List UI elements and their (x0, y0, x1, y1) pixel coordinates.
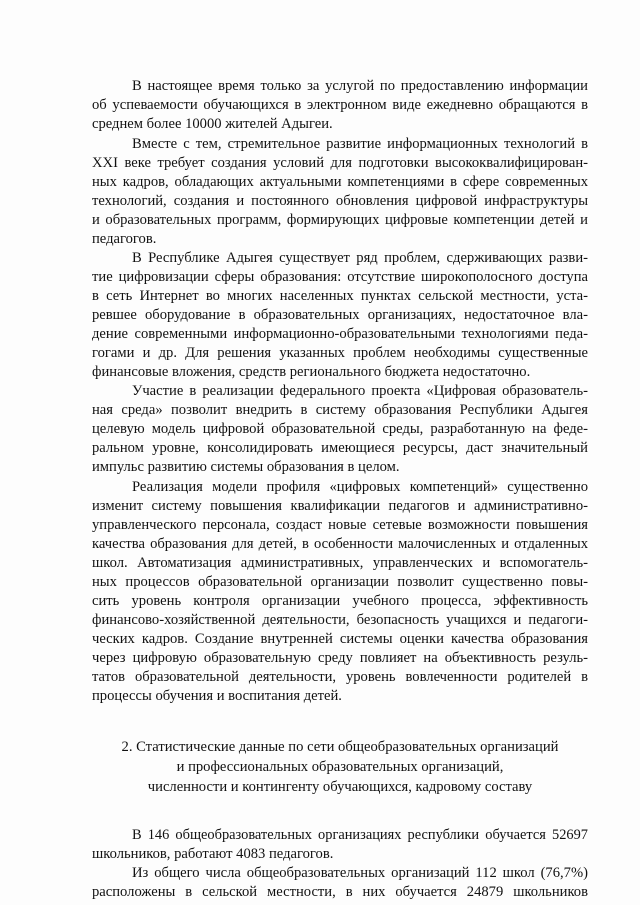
paragraph-5-line-10: через цифровую образовательную среду повлияет на объективность резуль- (92, 650, 588, 666)
paragraph-4-line-5: импульс развитию системы образования в целом. (92, 459, 400, 475)
paragraph-4-line-1: Участие в реализации федерального проекта «Цифровая образователь- (132, 383, 588, 399)
section-heading-line-3: численности и контингенту обучающихся, кадровому составу (147, 779, 533, 795)
paragraph-3-line-3: в сеть Интернет во многих населенных пунктах сельской местности, уста- (92, 288, 588, 304)
paragraph-6-line-2: школьников, работают 4083 педагогов. (92, 846, 334, 862)
paragraph-3-line-6: гогами и др. Для решения указанных проблем необходимы существенные (92, 345, 588, 361)
paragraph-5-line-9: ческих кадров. Создание внутренней системы оценки качества образования (92, 631, 588, 647)
paragraph-7-line-2: расположены в сельской местности, в них обучается 24879 школьников (92, 884, 588, 900)
paragraph-2-line-2: XXI веке требует создания условий для подготовки высококвалифицирован- (92, 155, 588, 171)
section-heading-line-2: и профессиональных образовательных организаций, (176, 759, 504, 775)
paragraph-2-line-4: технологий, создания и постоянного обновления цифровой инфраструктуры (92, 193, 588, 209)
paragraph-5-line-5: школ. Автоматизация административных, управленческих и вспомогатель- (92, 555, 588, 571)
paragraph-2-line-5: и образовательных программ, формирующих цифровые компетенции детей и (92, 212, 588, 228)
paragraph-4-line-4: ральном уровне, консолидировать имеющиеся ресурсы, даст значительный (92, 440, 588, 456)
paragraph-5-line-3: управленческого персонала, создаст новые сетевые возможности повышения (92, 517, 588, 533)
paragraph-3-line-1: В Республике Адыгея существует ряд проблем, сдерживающих разви- (132, 250, 588, 266)
paragraph-3-line-4: ревшее оборудование в образовательных организациях, недостаточное вла- (92, 307, 588, 323)
paragraph-1-line-1: В настоящее время только за услугой по предоставлению информации (132, 78, 588, 94)
paragraph-5-line-6: ных процессов образовательной организации позволит существенно повы- (92, 574, 588, 590)
paragraph-1-line-3: среднем более 10000 жителей Адыгеи. (92, 116, 333, 132)
paragraph-5-line-4: качества образования для детей, в особенности малочисленных и отдаленных (92, 536, 588, 552)
paragraph-5-line-2: изменит систему повышения квалификации педагогов и административно- (92, 498, 588, 514)
paragraph-3-line-2: тие цифровизации сферы образования: отсутствие широкополосного доступа (92, 269, 588, 285)
paragraph-4-line-3: целевую модель цифровой образовательной среды, разработанную на феде- (92, 421, 588, 437)
paragraph-3-line-7: финансовые вложения, средств регионального бюджета недостаточно. (92, 364, 531, 380)
paragraph-1-line-2: об успеваемости обучающихся в электронном виде ежедневно обращаются в (92, 97, 588, 113)
paragraph-4-line-2: ная среда» позволит внедрить в систему образования Республики Адыгея (92, 402, 588, 418)
paragraph-2-line-3: ных кадров, обладающих актуальными компетенциями в сфере современных (92, 174, 588, 190)
section-heading-line-1: 2. Статистические данные по сети общеобразовательных организаций (121, 739, 559, 755)
paragraph-6-line-1: В 146 общеобразовательных организациях республики обучается 52697 (132, 827, 588, 843)
paragraph-5-line-12: процессы обучения и воспитания детей. (92, 688, 342, 704)
paragraph-5-line-11: татов образовательной деятельности, уровень вовлеченности родителей в (92, 669, 588, 685)
paragraph-2-line-1: Вместе с тем, стремительное развитие информационных технологий в (132, 136, 588, 152)
paragraph-3-line-5: дение современными информационно-образовательными технологиями педа- (92, 326, 588, 342)
paragraph-7-line-1: Из общего числа общеобразовательных организаций 112 школ (76,7%) (132, 865, 588, 881)
paragraph-5-line-7: сить уровень контроля организации учебного процесса, эффективность (92, 593, 588, 609)
paragraph-5-line-1: Реализация модели профиля «цифровых компетенций» существенно (132, 479, 588, 495)
paragraph-2-line-6: педагогов. (92, 231, 157, 247)
paragraph-5-line-8: финансово-хозяйственной деятельности, безопасность учащихся и педагоги- (92, 612, 588, 628)
